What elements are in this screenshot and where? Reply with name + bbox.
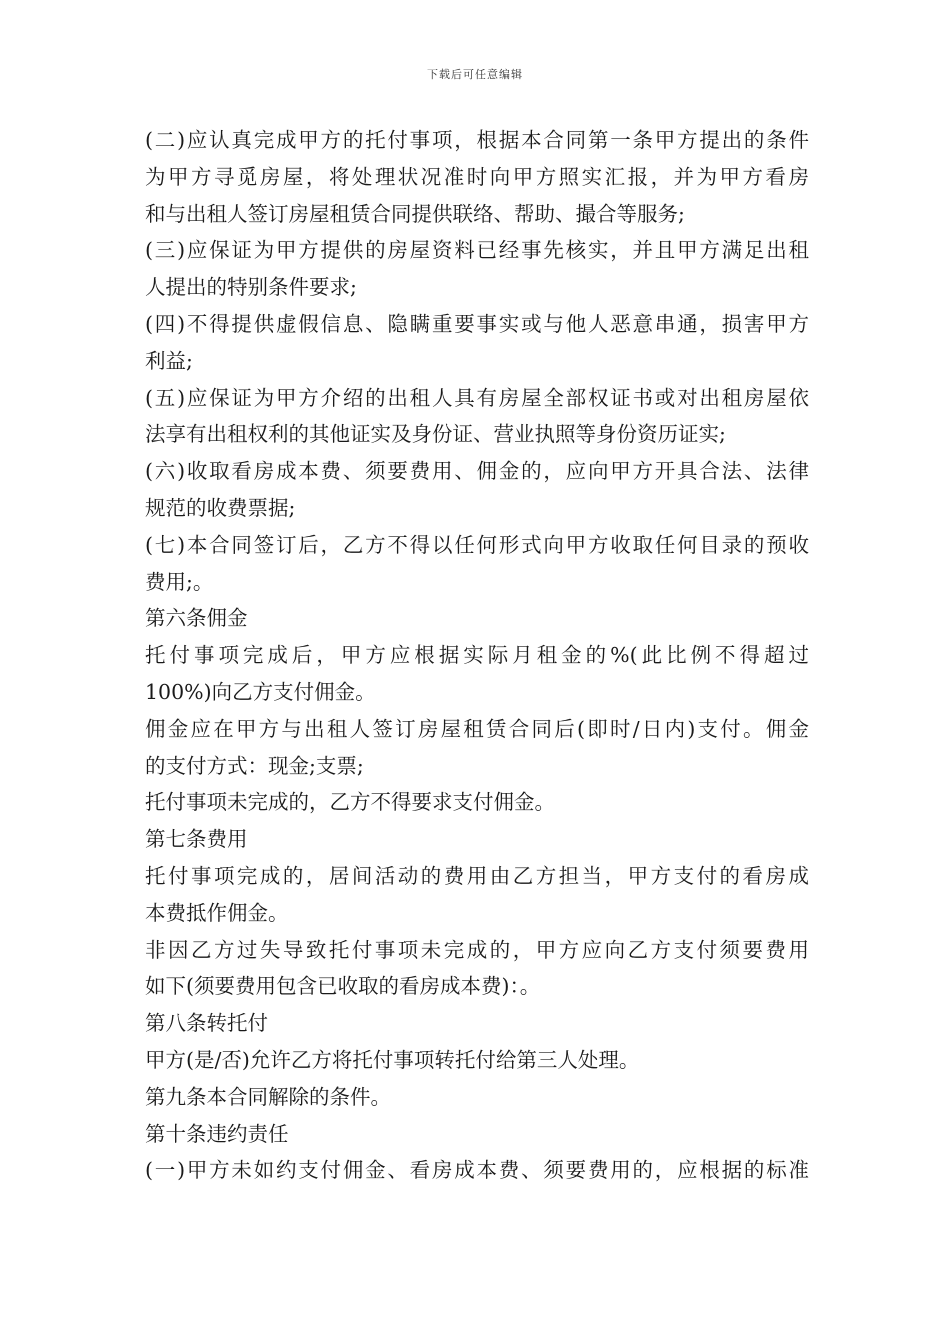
text-line: 托付事项未完成的，乙方不得要求支付佣金。 [145,790,555,815]
text-line: 如下(须要费用包含已收取的看房成本费)：。 [145,974,541,999]
text-line: 本费抵作佣金。 [145,900,289,925]
text-line: 为甲方寻觅房屋，将处理状况准时向甲方照实汇报，并为甲方看房 [145,164,809,189]
text-line: 的支付方式：现金;支票; [145,753,364,778]
text-line: (三)应保证为甲方提供的房屋资料已经事先核实，并且甲方满足出租 [145,238,809,263]
text-line: 第六条佣金 [145,606,248,631]
text-line: 第十条违约责任 [145,1121,289,1146]
text-line: (四)不得提供虚假信息、隐瞒重要事实或与他人恶意串通，损害甲方 [145,311,809,336]
text-line: (六)收取看房成本费、须要费用、佣金的，应向甲方开具合法、法律 [145,459,809,484]
text-line: 托付事项完成的，居间活动的费用由乙方担当，甲方支付的看房成 [145,863,809,888]
text-line: 费用;。 [145,569,214,594]
text-line: 佣金应在甲方与出租人签订房屋租赁合同后(即时/日内)支付。佣金 [145,716,809,741]
text-line: 100%)向乙方支付佣金。 [145,679,376,704]
text-line: 利益; [145,348,193,373]
text-line: 托付事项完成后，甲方应根据实际月租金的%(此比例不得超过 [145,643,809,668]
text-line: 规范的收费票据; [145,495,296,520]
text-line: 人提出的特别条件要求; [145,275,357,300]
text-line: 第八条转托付 [145,1011,268,1036]
page-header: 下载后可任意编辑 [427,68,523,81]
text-line: 法享有出租权利的其他证实及身份证、营业执照等身份资历证实; [145,422,726,447]
text-line: (二)应认真完成甲方的托付事项，根据本合同第一条甲方提出的条件 [145,128,809,152]
document-body [145,122,809,1189]
text-line: 和与出租人签订房屋租赁合同提供联络、帮助、撮合等服务; [145,201,685,226]
text-line: (五)应保证为甲方介绍的出租人具有房屋全部权证书或对出租房屋依 [145,385,809,410]
text-line: (七)本合同签订后，乙方不得以任何形式向甲方收取任何目录的预收 [145,532,809,557]
text-line: (一)甲方未如约支付佣金、看房成本费、须要费用的，应根据的标准 [145,1158,809,1183]
text-line: 甲方(是/否)允许乙方将托付事项转托付给第三人处理。 [145,1047,640,1072]
text-line: 非因乙方过失导致托付事项未完成的，甲方应向乙方支付须要费用 [145,937,809,962]
text-line: 第九条本合同解除的条件。 [145,1084,391,1109]
text-line: 第七条费用 [145,827,248,852]
